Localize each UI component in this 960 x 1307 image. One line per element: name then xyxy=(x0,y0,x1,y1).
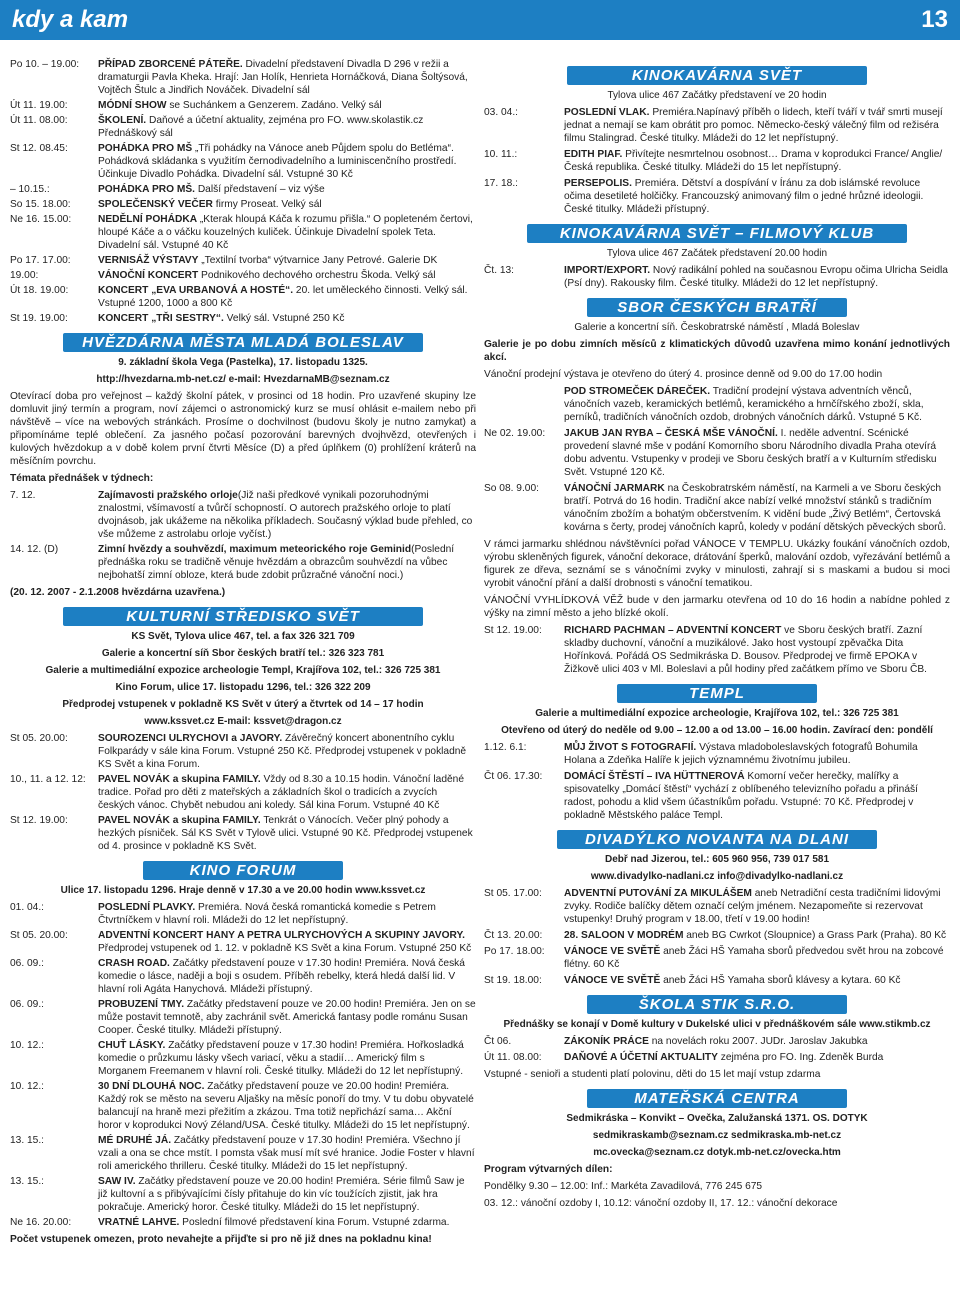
list-item xyxy=(484,1035,950,1048)
list-item xyxy=(484,974,950,987)
event-text: Zajímavosti pražského orloje(Již naši předkové vynikali pozoruhodnými znalostmi, všímavostí a tvůrčí schopností. O autorech pražského orloje to platí dvojnásob, jak ukážeme na několika příkladech. Současný výklad bude přehled, co vše můžeme z astrolabu orloje vyčíst.) xyxy=(98,490,473,540)
section-subtitle: Předprodej vstupenek v pokladně KS Svět v úterý a čtvrtek od 14 – 17 hodin xyxy=(62,699,424,710)
section-subtitle: Sedmikráska – Konvikt – Ovečka, Zalužanská 1371. OS. DOTYK xyxy=(566,1113,868,1124)
event-date: St 12. 19.00: xyxy=(484,625,542,636)
event-title: VÁNOCE VE SVĚTĚ xyxy=(564,975,661,986)
event-date: Po 10. – 19.00: xyxy=(10,59,80,70)
paragraph: Program výtvarných dílen: xyxy=(484,1164,613,1175)
event-title: KONCERT „EVA URBANOVÁ A HOSTÉ“. xyxy=(98,285,294,296)
list-item xyxy=(10,998,476,1037)
left-column xyxy=(10,58,476,1250)
list-item xyxy=(10,957,476,996)
event-date: 10. 12.: xyxy=(10,1081,44,1092)
event-title: VÁNOCE VE SVĚTĚ xyxy=(564,946,661,957)
event-title: POSLEDNÍ VLAK. xyxy=(564,107,650,118)
event-date: St 12. 19.00: xyxy=(10,815,68,826)
event-title: Zajímavosti pražského orloje xyxy=(98,490,238,501)
event-title: MÓDNÍ SHOW xyxy=(98,100,167,111)
list-item xyxy=(10,543,476,582)
section-subtitle: Kino Forum, ulice 17. listopadu 1296, tel.: 326 322 209 xyxy=(115,682,371,693)
list-item xyxy=(10,213,476,252)
event-title: PAVEL NOVÁK a skupina FAMILY. xyxy=(98,774,261,785)
event-date: 14. 12. (D) xyxy=(10,544,59,555)
list-item xyxy=(484,945,950,971)
list-item xyxy=(10,254,476,267)
event-text: MÉ DRUHÉ JÁ. Začátky představení pouze v 17.30 hodin! Premiéra. Všechno jí vzali a ona se chce mstít. I pomsta však musí mít své hranice. Jodie Foster v hlavní roli amerického thrilleru. České titulky. Mládeži do 15 let nepřístupný. xyxy=(98,1135,475,1172)
event-date: Út 11. 08.00: xyxy=(10,115,68,126)
event-title: ADVENTNÍ KONCERT HANY A PETRA ULRYCHOVÝCH A SKUPINY JAVORY. xyxy=(98,930,465,941)
event-text: IMPORT/EXPORT. Nový radikální pohled na současnou Evropu očima Ulricha Seidla (Psí dny). Rakousky film. České titulky. Mládeži do 12 let nepřístupný. xyxy=(564,265,948,289)
event-date: Čt 06. 17.30: xyxy=(484,771,543,782)
list-item xyxy=(484,148,950,174)
paragraph: 03. 12.: vánoční ozdoby I, 10.12: vánoční ozdoby II, 17. 12.: vánoční dekorace xyxy=(484,1198,838,1209)
event-date: 17. 18.: xyxy=(484,178,518,189)
event-title: SOUROZENCI ULRYCHOVI a JAVORY. xyxy=(98,733,283,744)
event-text: 28. SALOON V MODRÉM aneb BG Cwrkot (Sloupnice) a Grass Park (Praha). 80 Kč xyxy=(564,930,947,941)
section-banner: KULTURNÍ STŘEDISKO SVĚT xyxy=(63,607,423,626)
event-text: DOMÁCÍ ŠTĚSTÍ – IVA HÜTTNEROVÁ Komorní večer herečky, malířky a spisovatelky „Domácí štěstí“ vychází z oblíbeného televizního pořadu a přináší radost, pohodu a klid všem účastníkům pořadu. Vstupné: 70 Kč. Předprodej v pokladně Městského paláce Templ. xyxy=(564,771,918,821)
event-title: VÁNOČNÍ JARMARK xyxy=(564,483,665,494)
event-title: POD STROMEČEK DÁREČEK. xyxy=(564,386,711,397)
event-title: SPOLEČENSKÝ VEČER xyxy=(98,199,213,210)
event-date: St 19. 18.00: xyxy=(484,975,542,986)
event-date: 10. 12.: xyxy=(10,1040,44,1051)
event-title: MÉ DRUHÉ JÁ. xyxy=(98,1135,172,1146)
list-item xyxy=(10,183,476,196)
section-banner: KINOKAVÁRNA SVĚT – FILMOVÝ KLUB xyxy=(527,224,907,243)
event-title: PROBUZENÍ TMY. xyxy=(98,999,185,1010)
paragraph: (20. 12. 2007 - 2.1.2008 hvězdárna uzavřena.) xyxy=(10,587,226,598)
event-text: CHUŤ LÁSKY. Začátky představení pouze v 17.30 hodin! Premiéra. Hořkosladká komedie o průzkumu lásky všech variací, věku a stadií… Americký film s Morganem Freemanem v hlavní roli. České titulky. Mládeži do 12 let nepřístupný. xyxy=(98,1040,464,1077)
event-title: PŘÍPAD ZBORCENÉ PÁTEŘE. xyxy=(98,59,243,70)
list-item xyxy=(10,269,476,282)
list-item xyxy=(10,58,476,97)
event-date: Čt 06. xyxy=(484,1036,512,1047)
event-text: VÁNOCE VE SVĚTĚ aneb Žáci HŠ Yamaha sborů předvedou svět hrou na zobcové flétny. 60 Kč xyxy=(564,946,944,970)
event-text: VRATNÉ LAHVE. Poslední filmové představení kina Forum. Vstupné zdarma. xyxy=(98,1217,450,1228)
list-item xyxy=(10,1039,476,1078)
section-banner: TEMPL xyxy=(617,684,817,703)
list-item xyxy=(10,1175,476,1214)
section-subtitle: http://hvezdarna.mb-net.cz/ e-mail: HvezdarnaMB@seznam.cz xyxy=(96,374,390,385)
event-title: MŮJ ŽIVOT S FOTOGRAFIÍ. xyxy=(564,742,697,753)
event-text: PERSEPOLIS. Premiéra. Dětství a dospívání v Íránu za dob islámské revoluce očima desetileté holčičky. Francouzský animovaný film o jedné hrůzné ideologii. České titulky. Mládeži přístupný. xyxy=(564,178,924,215)
paragraph: Počet vstupenek omezen, proto nevahejte a přijďte si pro ně již dnes na pokladnu kina! xyxy=(10,1234,432,1245)
paragraph: VÁNOČNÍ VYHLÍDKOVÁ VĚŽ bude v den jarmarku otevřena od 10 do 16 hodin a nabídne pohled z výšky na zimní město a jeho blízké okolí. xyxy=(484,595,950,619)
event-date: Po 17. 17.00: xyxy=(10,255,71,266)
event-text: MŮJ ŽIVOT S FOTOGRAFIÍ. Výstava mladoboleslavských fotografů Bohumila Holana a Zdeňka Halíře k jejich významnému životnímu jubileu. xyxy=(564,742,918,766)
list-item xyxy=(484,106,950,145)
event-text: PAVEL NOVÁK a skupina FAMILY. Tenkrát o Vánocích. Večer plný pohody a hezkých písniček. Sál KS Svět v Tylově ulici. Vstupné 90 Kč. Předprodej vstupenek od 4. prosince v pokladně KS Svět. xyxy=(98,815,473,852)
section-subtitle: www.kssvet.cz E-mail: kssvet@dragon.cz xyxy=(144,716,342,727)
event-text: KONCERT „EVA URBANOVÁ A HOSTÉ“. 20. let uměleckého činnosti. Velký sál. Vstupné 1200, 1000 a 800 Kč xyxy=(98,285,468,309)
list-item xyxy=(10,114,476,140)
section-subtitle: Ulice 17. listopadu 1296. Hraje denně v 17.30 a ve 20.00 hodin www.kssvet.cz xyxy=(60,885,426,896)
section-subtitle: Galerie a koncertní síň Sbor českých bratří tel.: 326 323 781 xyxy=(101,648,385,659)
paragraph: Pondělky 9.30 – 12.00: Inf.: Markéta Zavadilová, 776 245 675 xyxy=(484,1181,763,1192)
event-text: CRASH ROAD. Začátky představení pouze v 17.30 hodin! Premiéra. Nová česká komedie o lásce, naději a boji s osudem. Příběh rebelky, která hledá další lid. V hlavní roli Agáta Hanychová. Mládeži přístupný. xyxy=(98,958,465,995)
event-text: POHÁDKA PRO MŠ „Tři pohádky na Vánoce aneb Půjdem spolu do Betléma“. Pohádková skládanka s využitím černodivadelního a luminiscenčního prostředí. Účinkuje Divadlo Pohádka. Divadelní sál. Vstupné 30 Kč xyxy=(98,143,457,180)
event-date: 13. 15.: xyxy=(10,1176,44,1187)
event-text: NEDĚLNÍ POHÁDKA „Kterak hloupá Káča k rozumu přišla.“ O popleteném čertovi, hloupé Káče a o váčku kouzelných kuliček. Účinkuje Divadelní spolek Teta. Divadelní sál. Vstupné 40 Kč xyxy=(98,214,473,251)
paragraph: Otevírací doba pro veřejnost – každý školní pátek, v prosinci od 18 hodin. Pro uzavřené skupiny lze domluvit jiný termín a program, noví zájemci o astronomický kurz se musí ohlásit e-mailem nebo při návštěvě – více na webových stránkách. Prosíme o dochvilnost (budovu školy je nutno zamykat) a připomínáme teplé oblečení. Za jasného počasí pozorování barevných dvojhvězd, otevřených i kulových hvězdokup a v době kolem první čtvrti Měsíce (D) a před úplňkem (0) prohlížení kráterů na měsíčním povrchu. xyxy=(10,391,476,467)
event-title: POHÁDKA PRO MŠ. xyxy=(98,184,195,195)
event-date: 01. 04.: xyxy=(10,902,44,913)
event-date: 7. 12. xyxy=(10,490,36,501)
event-date: St 19. 19.00: xyxy=(10,313,68,324)
section-subtitle: Galerie a multimediální expozice archeologie, Krajířova 102, tel.: 326 725 381 xyxy=(535,708,899,719)
list-item xyxy=(10,773,476,812)
list-item xyxy=(10,142,476,181)
list-item xyxy=(10,489,476,541)
event-title: DAŇOVÉ A ÚČETNÍ AKTUALITY xyxy=(564,1052,718,1063)
event-title: EDITH PIAF. xyxy=(564,149,623,160)
event-text: RICHARD PACHMAN – ADVENTNÍ KONCERT ve Sboru českých bratří. Zazní skladby duchovní, vánoční a muzikálové. Jako host vystoupí zpěvačka Dita Hořínková. Pořádá OS Sedmikráska D. Bousov. Předprodej ve firmě EPOKA v Žižkově ulici 403 v Ml. Boleslavi a půl hodiny před začátkem přímo ve Sboru ČB. xyxy=(564,625,927,675)
section-banner: KINOKAVÁRNA SVĚT xyxy=(567,66,867,85)
event-text: VERNISÁŽ VÝSTAVY „Textilní tvorba“ výtvarnice Jany Petrové. Galerie DK xyxy=(98,255,438,266)
section-banner: ŠKOLA STIK S.R.O. xyxy=(587,995,847,1014)
paragraph: Vstupné - senioři a studenti platí polovinu, děti do 15 let mají vstup zdarma xyxy=(484,1069,821,1080)
section-subtitle: Tylova ulice 467 Začátky představení ve 20 hodin xyxy=(607,90,827,101)
section-subtitle: Tylova ulice 467 Začátek představení 20.00 hodin xyxy=(606,248,828,259)
event-date: Po 17. 18.00: xyxy=(484,946,545,957)
event-title: DOMÁCÍ ŠTĚSTÍ – IVA HÜTTNEROVÁ xyxy=(564,771,745,782)
list-item xyxy=(484,482,950,534)
event-title: PAVEL NOVÁK a skupina FAMILY. xyxy=(98,815,261,826)
event-title: RICHARD PACHMAN – ADVENTNÍ KONCERT xyxy=(564,625,782,636)
event-date: St 12. 08.45: xyxy=(10,143,68,154)
event-title: SAW IV. xyxy=(98,1176,136,1187)
event-text: PŘÍPAD ZBORCENÉ PÁTEŘE. Divadelní představení Divadla D 296 v režii a dramaturgii Pavla Kheka. Hrají: Jan Holík, Henrieta Hornáčková, Diana Šoltýsová, Vojtěch Štulc a Jindřich Nováček. Divadelní sál xyxy=(98,59,468,96)
event-text: POSLEDNÍ VLAK. Premiéra.Napínavý příběh o lidech, kteří tváří v tvář smrti musejí jednat a nemají se kam obrátit pro pomoc. Německo-český válečný film od režiséra filmu Stalingrad. České titulky. Mládeži do 12 let nepřístupný. xyxy=(564,107,943,144)
event-date: 13. 15.: xyxy=(10,1135,44,1146)
list-item xyxy=(10,284,476,310)
event-text: DAŇOVÉ A ÚČETNÍ AKTUALITY zejména pro FO. Ing. Zdeněk Burda xyxy=(564,1052,884,1063)
list-item xyxy=(10,1134,476,1173)
event-text: PAVEL NOVÁK a skupina FAMILY. Vždy od 8.30 a 10.15 hodin. Vánoční laděné tradice. Pořad pro děti z mateřských a základních škol o tradicích a zvycích českých vánoc. Chybět nebudou ani koledy. Sál kina Forum. Vstupné 40 Kč xyxy=(98,774,465,811)
event-date: St 05. 20.00: xyxy=(10,733,68,744)
section-banner: SBOR ČESKÝCH BRATŘÍ xyxy=(587,298,847,317)
event-text: EDITH PIAF. Přivítejte nesmrtelnou osobnost… Drama v koprodukci France/ Anglie/Česká republika. České titulky. Mládeži do 15 let nepřístupný. xyxy=(564,149,943,173)
section-banner: DIVADÝLKO NOVANTA NA DLANI xyxy=(557,830,877,849)
list-item xyxy=(10,99,476,112)
event-text: ADVENTNÍ PUTOVÁNÍ ZA MIKULÁŠEM aneb Netradiční cesta tradičními lidovými zvyky. Rodiče balíčky dětem označí celým jménem. Nezapomeňte si rezervovat vstupenky! Druhý program v 18.00, třetí v 19.00 hodin! xyxy=(564,888,941,925)
event-title: 30 DNÍ DLOUHÁ NOC. xyxy=(98,1081,205,1092)
list-item xyxy=(484,741,950,767)
section-subtitle: Přednášky se konají v Domě kultury v Dukelské ulici v přednáškovém sále www.stikmb.cz xyxy=(503,1019,931,1030)
event-title: VÁNOČNÍ KONCERT xyxy=(98,270,199,281)
event-text: 30 DNÍ DLOUHÁ NOC. Začátky představení pouze ve 20.00 hodin! Premiéra. Každý rok se město na severu Aljašky na měsíc ponoří do tmy. V tu dobu obyvatelé balancují na hraně mezi přežitím a zkázou. Tma totiž nepřichází sama… Akční horor v koprodukci Nový Zéland/USA. České titulky. Mládeži do 15 let nepřístupný. xyxy=(98,1081,474,1131)
event-title: ŠKOLENÍ. xyxy=(98,115,147,126)
list-item xyxy=(10,312,476,325)
page-header xyxy=(0,0,960,40)
event-date: 03. 04.: xyxy=(484,107,518,118)
section-subtitle: KS Svět, Tylova ulice 467, tel. a fax 326 321 709 xyxy=(131,631,355,642)
event-date: Út 18. 19.00: xyxy=(10,285,69,296)
list-item xyxy=(10,901,476,927)
paragraph: V rámci jarmarku shlédnou návštěvníci pořad VÁNOCE V TEMPLU. Ukázky foukání vánočních ozdob, výrobu skleněných figurek, vánoční dekorace, drátování šperků, malování ozdob, vyřezávání betlémů a figurek ze dřeva, seznámí se s vánočními zvyky v minulosti, zahrají si s maskami a budou si moci vyrobit vánoční přání a další drobnosti s vánoční tematikou. xyxy=(484,539,950,589)
event-date: Čt. 13: xyxy=(484,265,515,276)
event-text: VÁNOČNÍ KONCERT Podnikového dechového orchestru Škoda. Velký sál xyxy=(98,270,436,281)
section-subtitle: sedmikraskamb@seznam.cz sedmikraska.mb-net.cz xyxy=(592,1130,842,1141)
list-item xyxy=(10,1216,476,1229)
section-banner: MATEŘSKÁ CENTRA xyxy=(587,1089,847,1108)
event-date: Ne 02. 19.00: xyxy=(484,428,546,439)
event-date: Út 11. 19.00: xyxy=(10,100,68,111)
event-date: St 05. 17.00: xyxy=(484,888,542,899)
event-title: KONCERT „TŘI SESTRY“. xyxy=(98,313,224,324)
list-item xyxy=(484,1051,950,1064)
paragraph: Vánoční prodejní výstava je otevřeno do úterý 4. prosince denně od 9.00 do 17.00 hodin xyxy=(484,369,883,380)
event-text: SPOLEČENSKÝ VEČER firmy Proseat. Velký sál xyxy=(98,199,322,210)
event-date: 10., 11. a 12. 12: xyxy=(10,774,86,785)
event-title: CRASH ROAD. xyxy=(98,958,170,969)
section-title: kdy a kam xyxy=(12,6,129,33)
event-text: POD STROMEČEK DÁREČEK. Tradiční prodejní výstava adventních věnců, vánočních vazeb, keramických betlémů, keramického a hrnčířského zboží, skla, perníků, tradičních vánočních ozdob, drobných vánočních dárků. Vstupné 5 Kč. xyxy=(564,386,924,423)
section-banner: HVĚZDÁRNA MĚSTA MLADÁ BOLESLAV xyxy=(63,333,423,352)
page-number: 13 xyxy=(921,6,948,33)
list-item xyxy=(10,198,476,211)
event-title: JAKUB JAN RYBA – ČESKÁ MŠE VÁNOČNÍ. xyxy=(564,428,778,439)
list-item xyxy=(484,427,950,479)
event-title: ADVENTNÍ PUTOVÁNÍ ZA MIKULÁŠEM xyxy=(564,888,752,899)
list-item xyxy=(10,732,476,771)
event-text: VÁNOCE VE SVĚTĚ aneb Žáci HŠ Yamaha sborů klávesy a kytara. 60 Kč xyxy=(564,975,901,986)
event-text: ŠKOLENÍ. Daňové a účetní aktuality, zejména pro FO. www.skolastik.cz Přednáškový sál xyxy=(98,115,424,139)
event-date: Ne 16. 15.00: xyxy=(10,214,72,225)
event-date: 1.12. 6.1: xyxy=(484,742,527,753)
event-text: POHÁDKA PRO MŠ. Další představení – viz výše xyxy=(98,184,325,195)
event-title: ZÁKONÍK PRÁCE xyxy=(564,1036,649,1047)
paragraph: Galerie je po dobu zimních měsíců z klimatických důvodů uzavřena mimo konání jednotlivých akcí. xyxy=(484,339,950,363)
event-text: Zimní hvězdy a souhvězdí, maximum meteorického roje Geminid(Poslední přednáška roku se tradičně věnuje hvězdám a obrazcům souhvězdí na vůbec nejbohatší zimní obloze, která bude zdobit průzračné vánoční noci.) xyxy=(98,544,455,581)
list-item xyxy=(484,929,950,942)
list-item xyxy=(484,624,950,676)
section-subtitle: Otevřeno od úterý do neděle od 9.00 – 12.00 a od 13.00 – 16.00 hodin. Zavírací den: pondělí xyxy=(501,725,933,736)
event-date: Út 11. 08.00: xyxy=(484,1052,542,1063)
event-title: POHÁDKA PRO MŠ xyxy=(98,143,193,154)
event-title: PERSEPOLIS. xyxy=(564,178,632,189)
event-text: JAKUB JAN RYBA – ČESKÁ MŠE VÁNOČNÍ. I. neděle adventní. Scénické provedení slavné mše v podání Komorního sboru Národního divadla Praha otevírá dobu adventu. Vstupenky v prodeji ve Sboru českých bratří a v Kulturním středisku Svět. Vstupné 120 Kč. xyxy=(564,428,937,478)
event-text: KONCERT „TŘI SESTRY“. Velký sál. Vstupné 250 Kč xyxy=(98,313,345,324)
event-text: SAW IV. Začátky představení pouze ve 20.00 hodin! Premiéra. Série filmů Saw je již kultovní a s přibývajícími čísly přitahuje do kin víc toužících zjistit, jak hra pokračuje. Americký horor. České titulky. Mládeži do 15 let nepřístupný. xyxy=(98,1176,465,1213)
event-text: MÓDNÍ SHOW se Suchánkem a Genzerem. Zadáno. Velký sál xyxy=(98,100,382,111)
list-item xyxy=(484,264,950,290)
event-date: 19.00: xyxy=(10,270,39,281)
event-title: Zimní hvězdy a souhvězdí, maximum meteorického roje Geminid xyxy=(98,544,412,555)
list-item xyxy=(484,177,950,216)
section-subtitle: Galerie a multimediální expozice archeologie Templ, Krajířova 102, tel.: 326 725 381 xyxy=(45,665,441,676)
event-title: NEDĚLNÍ POHÁDKA xyxy=(98,214,198,225)
event-date: 06. 09.: xyxy=(10,958,44,969)
list-item xyxy=(484,385,950,424)
event-text: PROBUZENÍ TMY. Začátky představení pouze ve 20.00 hodin! Premiéra. Jen on se může postavit temnotě, aby zachránil svět. Americká fantasy podle románu Susan Cooper. České titulky. Mládeži přístupný. xyxy=(98,999,476,1036)
list-item xyxy=(484,887,950,926)
section-subtitle: Galerie a koncertní síň. Českobratrské náměstí , Mladá Boleslav xyxy=(574,322,860,333)
event-date: 06. 09.: xyxy=(10,999,44,1010)
list-item xyxy=(10,814,476,853)
event-date xyxy=(484,385,564,424)
event-text: ADVENTNÍ KONCERT HANY A PETRA ULRYCHOVÝCH A SKUPINY JAVORY. Předprodej vstupenek od 1. 12. v pokladně KS Svět a kina Forum. Vstupné 250 Kč xyxy=(98,930,472,954)
section-subtitle: www.divadylko-nadlani.cz info@divadylko-nadlani.cz xyxy=(590,871,844,882)
event-date: 10. 11.: xyxy=(484,149,518,160)
event-title: VERNISÁŽ VÝSTAVY xyxy=(98,255,199,266)
right-column xyxy=(484,58,950,1214)
event-text: VÁNOČNÍ JARMARK na Českobratrském náměstí, na Karmeli a ve Sboru českých bratří. Potrvá do 16 hodin. Tradiční akce nabízí velké množství stánků s tradičním vánočním zbožím a bohatým občerstvením. K vidění bude „Živý Betlém“, Čertovská kovárna s čerty, prodej vánočních kaprů, koledy v podání dětských pěveckých sborů. xyxy=(564,483,947,533)
list-item xyxy=(10,1080,476,1132)
section-subtitle: Debř nad Jizerou, tel.: 605 960 956, 739 017 581 xyxy=(604,854,830,865)
list-item xyxy=(10,929,476,955)
event-title: VRATNÉ LAHVE. xyxy=(98,1217,180,1228)
section-banner: KINO FORUM xyxy=(143,861,343,880)
event-title: POSLEDNÍ PLAVKY. xyxy=(98,902,196,913)
event-date: So 15. 18.00: xyxy=(10,199,71,210)
event-title: CHUŤ LÁSKY. xyxy=(98,1040,166,1051)
event-title: 28. SALOON V MODRÉM xyxy=(564,930,684,941)
event-date: Ne 16. 20.00: xyxy=(10,1217,72,1228)
event-text: POSLEDNÍ PLAVKY. Premiéra. Nová česká romantická komedie s Petrem Čtvrtníčkem v hlavní roli. Mládeži do 12 let nepřístupný. xyxy=(98,902,436,926)
paragraph: Témata přednášek v týdnech: xyxy=(10,473,154,484)
event-title: IMPORT/EXPORT. xyxy=(564,265,651,276)
list-item xyxy=(484,770,950,822)
event-date: – 10.15.: xyxy=(10,184,50,195)
event-text: SOUROZENCI ULRYCHOVI a JAVORY. Závěrečný koncert abonentního cyklu Folkparády v sále kina Forum. Vstupné 250 Kč. Předprodej vstupenek v pokladně KS Svět a kina Forum. xyxy=(98,733,467,770)
event-date: So 08. 9.00: xyxy=(484,483,539,494)
section-subtitle: 9. základní škola Vega (Pastelka), 17. listopadu 1325. xyxy=(118,357,368,368)
event-date: Čt 13. 20.00: xyxy=(484,930,543,941)
event-text: ZÁKONÍK PRÁCE na novelách roku 2007. JUDr. Jaroslav Jakubka xyxy=(564,1036,868,1047)
event-date: St 05. 20.00: xyxy=(10,930,68,941)
section-subtitle: mc.ovecka@seznam.cz dotyk.mb-net.cz/ovecka.htm xyxy=(593,1147,841,1158)
